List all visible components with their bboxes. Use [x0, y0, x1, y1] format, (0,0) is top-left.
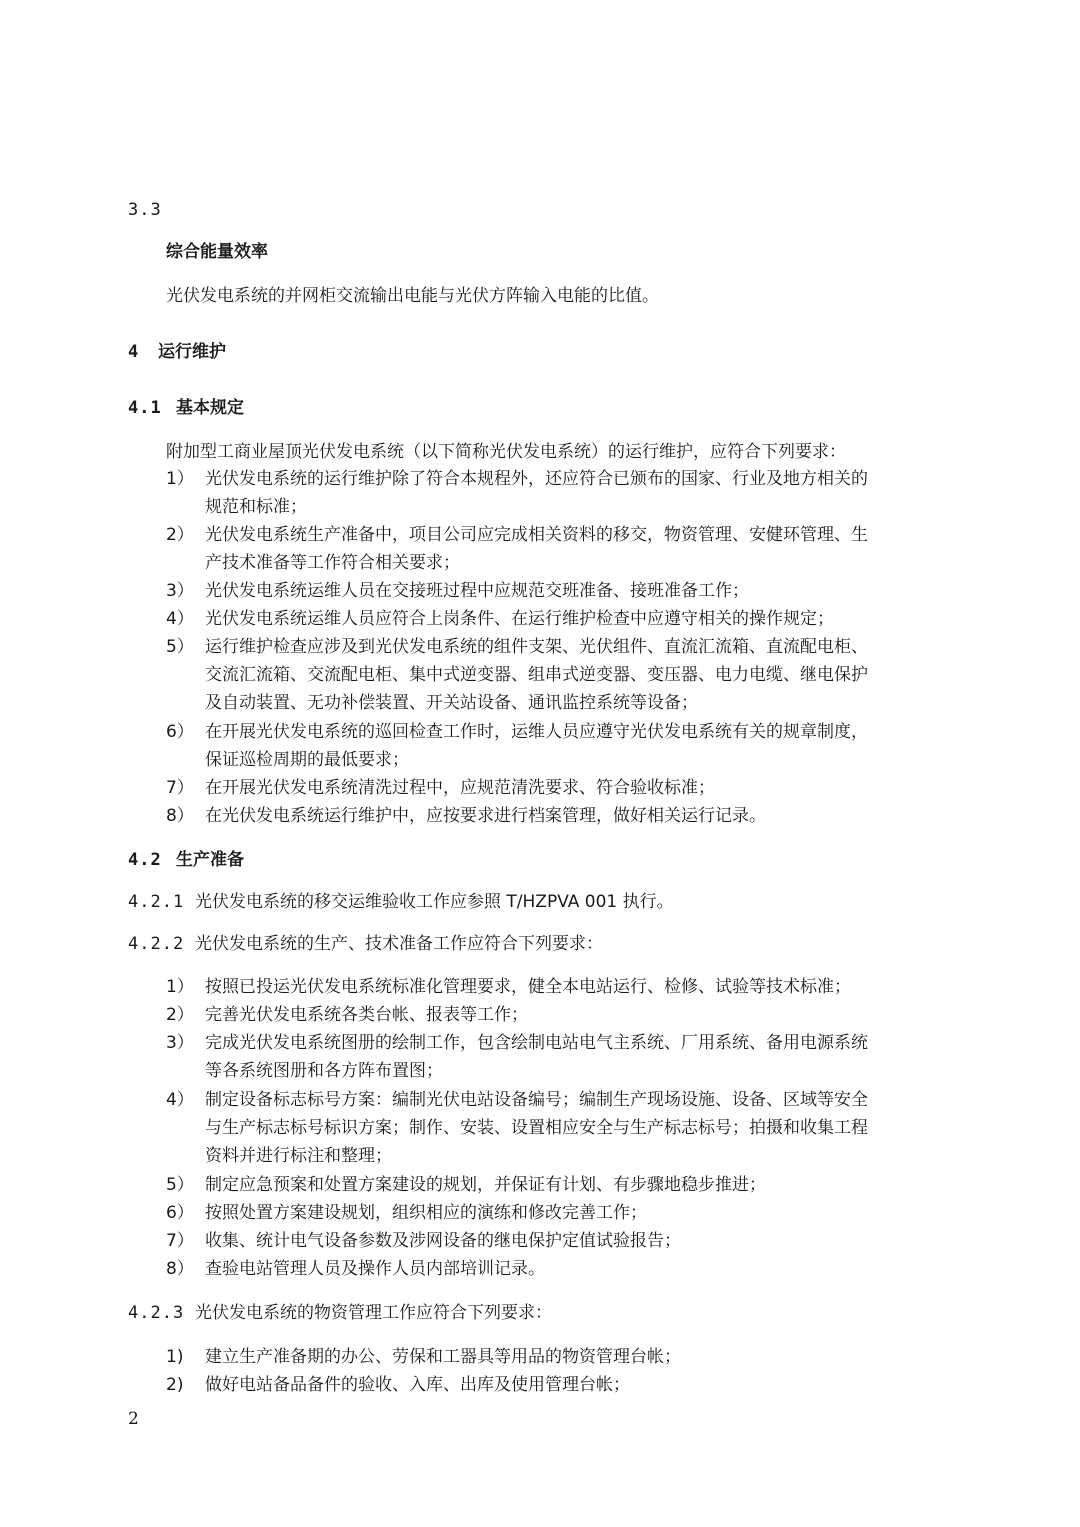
list-text: 等各系统图册和各方阵布置图；: [205, 1061, 443, 1081]
list-marker: 1）: [166, 469, 194, 489]
clause-text: 光伏发电系统的移交运维验收工作应参照 T/HZPVA 001 执行。: [195, 892, 674, 912]
section-number: 3.3: [128, 200, 162, 220]
section-intro: 附加型工商业屋顶光伏发电系统（以下简称光伏发电系统）的运行维护，应符合下列要求：: [166, 442, 846, 462]
list-text: 制定设备标志标号方案：编制光伏电站设备编号；编制生产现场设施、设备、区域等安全: [205, 1090, 868, 1110]
list-text: 完成光伏发电系统图册的绘制工作，包含绘制电站电气主系统、厂用系统、备用电源系统: [205, 1033, 868, 1053]
list-marker: 3）: [166, 1033, 194, 1053]
chapter-title: 运行维护: [158, 342, 226, 362]
list-marker: 5）: [166, 637, 194, 657]
list-text: 建立生产准备期的办公、劳保和工器具等用品的物资管理台帐；: [205, 1347, 681, 1367]
list-text: 及自动装置、无功补偿装置、开关站设备、通讯监控系统等设备；: [205, 693, 698, 713]
list-text: 产技术准备等工作符合相关要求；: [205, 553, 460, 573]
list-text: 做好电站备品备件的验收、入库、出库及使用管理台帐；: [205, 1375, 630, 1395]
list-text: 在光伏发电系统运行维护中，应按要求进行档案管理，做好相关运行记录。: [205, 806, 766, 826]
list-marker: 1): [166, 1347, 184, 1367]
section-title: 基本规定: [176, 398, 244, 418]
section-number: 4.1: [128, 398, 162, 418]
list-marker: 8）: [166, 1259, 194, 1279]
section-title: 生产准备: [176, 850, 244, 870]
list-marker: 3）: [166, 581, 194, 601]
list-text: 光伏发电系统运维人员在交接班过程中应规范交班准备、接班准备工作；: [205, 581, 749, 601]
list-text: 在开展光伏发电系统清洗过程中，应规范清洗要求、符合验收标准；: [205, 778, 715, 798]
list-text: 与生产标志标号标识方案；制作、安装、设置相应安全与生产标志标号；拍摄和收集工程: [205, 1118, 868, 1138]
page-number: 2: [128, 1409, 139, 1429]
list-marker: 8）: [166, 806, 194, 826]
list-text: 光伏发电系统的运行维护除了符合本规程外，还应符合已颁布的国家、行业及地方相关的: [205, 469, 868, 489]
clause-number: 4.2.2: [128, 934, 185, 954]
chapter-number: 4: [128, 342, 140, 362]
list-text: 光伏发电系统生产准备中，项目公司应完成相关资料的移交，物资管理、安健环管理、生: [205, 525, 868, 545]
list-text: 完善光伏发电系统各类台帐、报表等工作；: [205, 1005, 528, 1025]
list-text: 光伏发电系统运维人员应符合上岗条件、在运行维护检查中应遵守相关的操作规定；: [205, 609, 834, 629]
list-text: 按照处置方案建设规划，组织相应的演练和修改完善工作；: [205, 1203, 647, 1223]
clause-number: 4.2.1: [128, 892, 185, 912]
list-marker: 4）: [166, 609, 194, 629]
term-heading: 综合能量效率: [166, 242, 268, 262]
list-marker: 5）: [166, 1175, 194, 1195]
list-text: 按照已投运光伏发电系统标准化管理要求，健全本电站运行、检修、试验等技术标准；: [205, 977, 851, 997]
list-marker: 2）: [166, 1005, 194, 1025]
list-marker: 7）: [166, 1231, 194, 1251]
list-marker: 1）: [166, 977, 194, 997]
list-text: 交流汇流箱、交流配电柜、集中式逆变器、组串式逆变器、变压器、电力电缆、继电保护: [205, 665, 868, 685]
list-text: 规范和标准；: [205, 497, 307, 517]
list-marker: 6）: [166, 1203, 194, 1223]
list-text: 制定应急预案和处置方案建设的规划，并保证有计划、有步骤地稳步推进；: [205, 1175, 766, 1195]
list-text: 资料并进行标注和整理；: [205, 1146, 392, 1166]
list-text: 运行维护检查应涉及到光伏发电系统的组件支架、光伏组件、直流汇流箱、直流配电柜、: [205, 637, 868, 657]
list-text: 收集、统计电气设备参数及涉网设备的继电保护定值试验报告；: [205, 1231, 681, 1251]
clause-text: 光伏发电系统的生产、技术准备工作应符合下列要求：: [195, 934, 603, 954]
list-marker: 2): [166, 1375, 184, 1395]
list-marker: 2）: [166, 525, 194, 545]
list-marker: 7）: [166, 778, 194, 798]
list-text: 保证巡检周期的最低要求；: [205, 750, 409, 770]
list-text: 查验电站管理人员及操作人员内部培训记录。: [205, 1259, 545, 1279]
section-number: 4.2: [128, 850, 162, 870]
list-text: 在开展光伏发电系统的巡回检查工作时，运维人员应遵守光伏发电系统有关的规章制度，: [205, 722, 868, 742]
clause-text: 光伏发电系统的物资管理工作应符合下列要求：: [195, 1303, 552, 1323]
term-definition: 光伏发电系统的并网柜交流输出电能与光伏方阵输入电能的比值。: [166, 286, 659, 306]
list-marker: 4）: [166, 1090, 194, 1110]
list-marker: 6）: [166, 722, 194, 742]
clause-number: 4.2.3: [128, 1303, 185, 1323]
